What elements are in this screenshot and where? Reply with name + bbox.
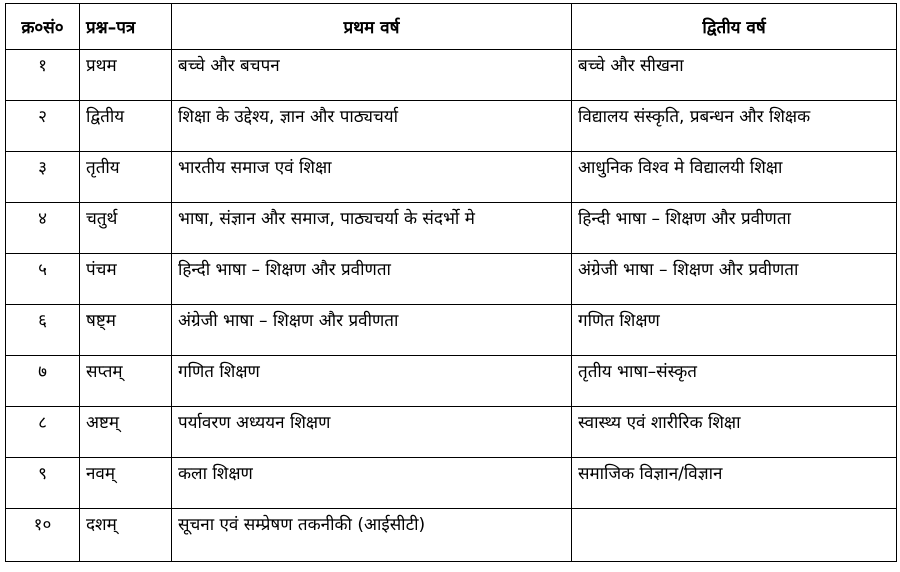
paper-name: सप्तम्	[80, 356, 172, 407]
second-year-subject: विद्यालय संस्कृति, प्रबन्धन और शिक्षक	[572, 101, 897, 152]
second-year-subject: आधुनिक विश्व मे विद्यालयी शिक्षा	[572, 152, 897, 203]
header-serial-number: क्र०सं०	[6, 4, 80, 50]
table-row	[6, 50, 897, 101]
paper-name: नवम्	[80, 458, 172, 509]
paper-name: चतुर्थ	[80, 203, 172, 254]
first-year-subject: हिन्दी भाषा – शिक्षण और प्रवीणता	[172, 254, 572, 305]
header-second-year: द्वितीय वर्ष	[572, 4, 897, 50]
serial-number: १०	[6, 509, 80, 562]
first-year-subject: बच्चे और बचपन	[172, 50, 572, 101]
paper-name: षष्ट्म	[80, 305, 172, 356]
serial-number: ८	[6, 407, 80, 458]
first-year-subject: सूचना एवं सम्प्रेषण तकनीकी (आईसीटी)	[172, 509, 572, 562]
paper-name: प्रथम	[80, 50, 172, 101]
table-header-row	[6, 4, 897, 50]
serial-number: २	[6, 101, 80, 152]
serial-number: ७	[6, 356, 80, 407]
first-year-subject: कला शिक्षण	[172, 458, 572, 509]
first-year-subject: भाषा, संज्ञान और समाज, पाठ्यचर्या के संदर्भो मे	[172, 203, 572, 254]
header-first-year: प्रथम वर्ष	[172, 4, 572, 50]
second-year-subject: समाजिक विज्ञान/विज्ञान	[572, 458, 897, 509]
second-year-subject: स्वास्थ्य एवं शारीरिक शिक्षा	[572, 407, 897, 458]
serial-number: ६	[6, 305, 80, 356]
table-row	[6, 152, 897, 203]
serial-number: ३	[6, 152, 80, 203]
first-year-subject: अंग्रेजी भाषा – शिक्षण और प्रवीणता	[172, 305, 572, 356]
serial-number: ४	[6, 203, 80, 254]
first-year-subject: शिक्षा के उद्देश्य, ज्ञान और पाठ्यचर्या	[172, 101, 572, 152]
paper-name: तृतीय	[80, 152, 172, 203]
table-row	[6, 254, 897, 305]
second-year-subject: तृतीय भाषा–संस्कृत	[572, 356, 897, 407]
second-year-subject	[572, 509, 897, 562]
paper-name: दशम्	[80, 509, 172, 562]
serial-number: १	[6, 50, 80, 101]
paper-name: द्वितीय	[80, 101, 172, 152]
table-row	[6, 203, 897, 254]
serial-number: ५	[6, 254, 80, 305]
first-year-subject: गणित शिक्षण	[172, 356, 572, 407]
table-row	[6, 407, 897, 458]
second-year-subject: अंग्रेजी भाषा – शिक्षण और प्रवीणता	[572, 254, 897, 305]
table-row	[6, 101, 897, 152]
table-row	[6, 458, 897, 509]
paper-name: पंचम	[80, 254, 172, 305]
second-year-subject: हिन्दी भाषा – शिक्षण और प्रवीणता	[572, 203, 897, 254]
paper-name: अष्टम्	[80, 407, 172, 458]
serial-number: ९	[6, 458, 80, 509]
first-year-subject: भारतीय समाज एवं शिक्षा	[172, 152, 572, 203]
table-row	[6, 509, 897, 562]
table-row	[6, 356, 897, 407]
second-year-subject: बच्चे और सीखना	[572, 50, 897, 101]
header-paper: प्रश्न–पत्र	[80, 4, 172, 50]
syllabus-table	[5, 3, 897, 562]
first-year-subject: पर्यावरण अध्ययन शिक्षण	[172, 407, 572, 458]
table-row	[6, 305, 897, 356]
second-year-subject: गणित शिक्षण	[572, 305, 897, 356]
syllabus-table-container	[5, 3, 897, 562]
